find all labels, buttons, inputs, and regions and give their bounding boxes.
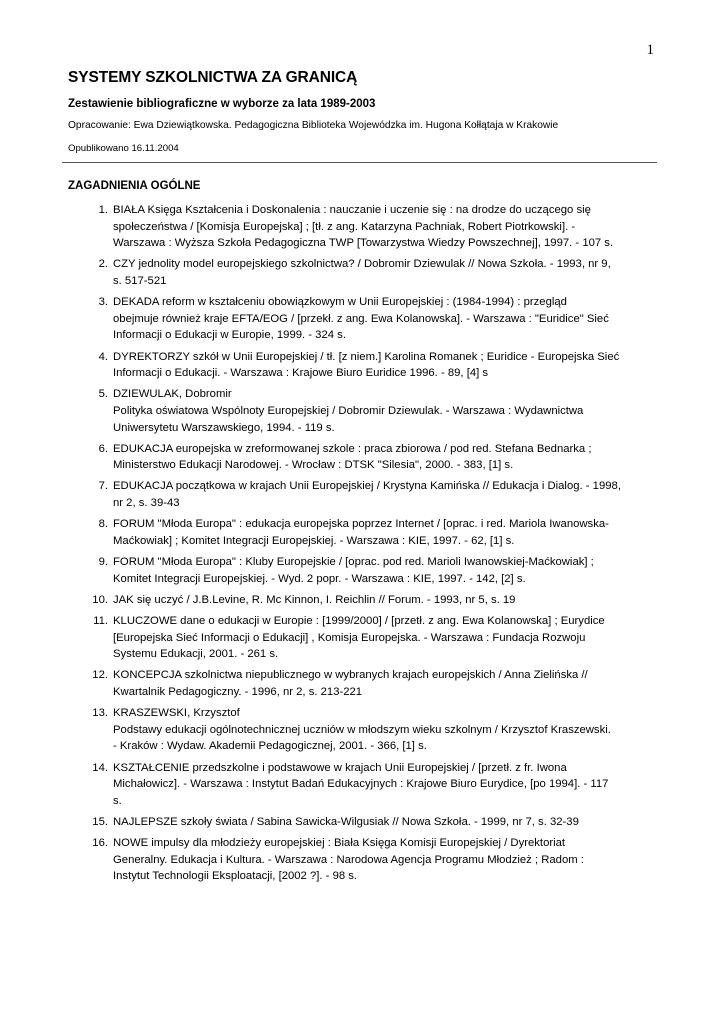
entry-text-line: EDUKACJA europejska w zreformowanej szkole : praca zbiorowa / pod red. Stefana Bednarka ; xyxy=(113,442,592,455)
entry-text-line: NOWE impulsy dla młodzieży europejskiej : Biała Księga Komisji Europejskiej / Dyrektoriat xyxy=(113,837,566,850)
entry-number: 11. xyxy=(93,615,108,627)
section-heading: ZAGADNIENIA OGÓLNE xyxy=(68,180,201,192)
bibliography-entry xyxy=(68,478,658,511)
bibliography-entry xyxy=(68,705,658,755)
bibliography-entry xyxy=(68,554,658,587)
entry-text-line: BIAŁA Księga Kształcenia i Doskonalenia : nauczanie i uczenie się : na drodze do uczącego się xyxy=(113,204,591,216)
page-number: 1 xyxy=(646,42,654,58)
entry-text-line: Kwartalnik Pedagogiczny. - 1996, nr 2, s. 213-221 xyxy=(113,685,363,698)
bibliography-entry xyxy=(68,814,658,831)
entry-number: 9. xyxy=(98,556,108,569)
entry-text-line: s. 517-521 xyxy=(113,274,167,287)
entry-text-line: KSZTAŁCENIE przedszkolne i podstawowe w krajach Unii Europejskiej / [przetł. z fr. Iwona xyxy=(113,761,567,774)
entry-number: 8. xyxy=(98,518,108,531)
entry-number: 4. xyxy=(98,350,108,363)
bibliography-entry xyxy=(68,202,658,252)
bibliography-list xyxy=(68,202,658,889)
bibliography-entry xyxy=(68,835,658,885)
bibliography-entry xyxy=(68,256,658,289)
entry-number: 13. xyxy=(92,707,108,720)
entry-number: 1. xyxy=(98,204,108,216)
bibliography-entry xyxy=(68,613,658,663)
entry-text-line: DEKADA reform w kształceniu obowiązkowym w Unii Europejskiej : (1984-1994) : przegląd xyxy=(113,296,567,309)
header-divider xyxy=(62,162,657,163)
entry-text-line: s. xyxy=(113,794,122,807)
entry-text-line: KRASZEWSKI, Krzysztof xyxy=(113,707,240,720)
entry-number: 12. xyxy=(92,669,108,682)
entry-number: 2. xyxy=(98,258,108,271)
entry-text-line: NAJLEPSZE szkoły świata / Sabina Sawicka-Wilgusiak // Nowa Szkoła. - 1999, nr 7, s. 32-39 xyxy=(113,815,579,828)
entry-text-line: - Kraków : Wydaw. Akademii Pedagogicznej, 2001. - 366, [1] s. xyxy=(113,740,427,753)
entry-text-line: KLUCZOWE dane o edukacji w Europie : [1999/2000] / [przetł. z ang. Ewa Kolanowska] ; Eurydice xyxy=(113,615,605,627)
entry-text-line: FORUM "Młoda Europa" : Kluby Europejskie / [oprac. pod red. Marioli Iwanowskiej-Maćkowiak] ; xyxy=(113,556,594,569)
entry-text-line: EDUKACJA początkowa w krajach Unii Europejskiej / Krystyna Kamińska // Edukacja i Dialog. - 1998, xyxy=(113,480,621,493)
entry-number: 6. xyxy=(98,442,108,455)
entry-text-line: Michałowicz]. - Warszawa : Instytut Badań Edukacyjnych : Krajowe Biuro Eurydice, [po 1994]. - 117 xyxy=(113,778,609,791)
document-subtitle: Zestawienie bibliograficzne w wyborze za lata 1989-2003 xyxy=(68,98,376,110)
entry-number: 15. xyxy=(92,815,108,828)
bibliography-entry xyxy=(68,667,658,700)
bibliography-entry xyxy=(68,294,658,344)
entry-text-line: CZY jednolity model europejskiego szkolnictwa? / Dobromir Dziewulak // Nowa Szkoła. - 1993, nr 9, xyxy=(113,258,611,271)
bibliography-entry xyxy=(68,441,658,474)
document-header xyxy=(68,68,656,155)
entry-number: 5. xyxy=(98,388,108,401)
bibliography-entry xyxy=(68,592,658,609)
entry-number: 16. xyxy=(92,837,108,850)
bibliography-entry xyxy=(68,516,658,549)
entry-number: 7. xyxy=(98,480,108,493)
entry-text-line: społeczeństwa / [Komisja Europejska] ; [tł. z ang. Katarzyna Pachniak, Robert Piotrkowski]. - xyxy=(113,220,576,233)
bibliography-entry xyxy=(68,386,658,436)
entry-text-line: JAK się uczyć / J.B.Levine, R. Mc Kinnon, I. Reichlin // Forum. - 1993, nr 5, s. 19 xyxy=(113,593,516,606)
entry-text-line: DZIEWULAK, Dobromir xyxy=(113,388,232,401)
entry-text-line: Maćkowiak] ; Komitet Integracji Europejskiej. - Warszawa : KIE, 1997. - 62, [1] s. xyxy=(113,534,515,547)
publication-date: Opublikowano 16.11.2004 xyxy=(68,143,179,154)
entry-text-line: Informacji o Edukacji. - Warszawa : Krajowe Biuro Euridice 1996. - 89, [4] s xyxy=(113,367,489,380)
entry-text-line: Ministerstwo Edukacji Narodowej. - Wrocław : DTSK "Silesia", 2000. - 383, [1] s. xyxy=(113,459,514,472)
document-title: SYSTEMY SZKOLNICTWA ZA GRANICĄ xyxy=(68,69,358,86)
entry-text-line: DYREKTORZY szkół w Unii Europejskiej / tł. [z niem.] Karolina Romanek ; Euridice - Europejska Sieć xyxy=(113,350,620,363)
entry-text-line: [Europejska Sieć Informacji o Edukacji] , Komisja Europejska. - Warszawa : Fundacja Rozwoju xyxy=(113,631,586,644)
entry-text-line: Generalny. Edukacja i Kultura. - Warszawa : Narodowa Agencja Programu Młodzież ; Radom : xyxy=(113,853,584,866)
entry-text-line: Komitet Integracji Europejskiej. - Wyd. 2 popr. - Warszawa : KIE, 1997. - 142, [2] s. xyxy=(113,572,526,585)
entry-number: 14. xyxy=(92,761,108,774)
prepared-by: Opracowanie: Ewa Dziewiątkowska. Pedagogiczna Biblioteka Wojewódzka im. Hugona Kołłątaja w Krakowie xyxy=(68,120,559,131)
bibliography-entry xyxy=(68,760,658,810)
entry-text-line: Instytut Technologii Eksploatacji, [2002 ?]. - 98 s. xyxy=(113,870,358,883)
entry-text-line: Podstawy edukacji ogólnotechnicznej uczniów w młodszym wieku szkolnym / Krzysztof Kraszewski. xyxy=(113,723,611,736)
entry-text-line: obejmuje również kraje EFTA/EOG / [przekł. z ang. Ewa Kolanowska]. - Warszawa : "Euridice" Sieć xyxy=(113,312,609,325)
entry-number: 3. xyxy=(98,296,108,309)
entry-number: 10. xyxy=(92,593,108,606)
entry-text-line: KONCEPCJA szkolnictwa niepublicznego w wybranych krajach europejskich / Anna Zielińska // xyxy=(113,669,588,682)
entry-text-line: Warszawa : Wyższa Szkoła Pedagogiczna TWP [Towarzystwa Wiedzy Powszechnej], 1997. - 107 s. xyxy=(113,237,614,250)
entry-text-line: Uniwersytetu Warszawskiego, 1994. - 119 s. xyxy=(113,421,335,434)
bibliography-entry xyxy=(68,349,658,382)
entry-text-line: Systemu Edukacji, 2001. - 261 s. xyxy=(113,648,279,661)
entry-text-line: FORUM "Młoda Europa" : edukacja europejska poprzez Internet / [oprac. i red. Mariola Iwanowska- xyxy=(113,518,609,531)
entry-text-line: Polityka oświatowa Wspólnoty Europejskiej / Dobromir Dziewulak. - Warszawa : Wydawnictwa xyxy=(113,404,584,417)
entry-text-line: nr 2, s. 39-43 xyxy=(113,497,180,510)
entry-text-line: Informacji o Edukacji w Europie, 1999. - 324 s. xyxy=(113,329,346,342)
